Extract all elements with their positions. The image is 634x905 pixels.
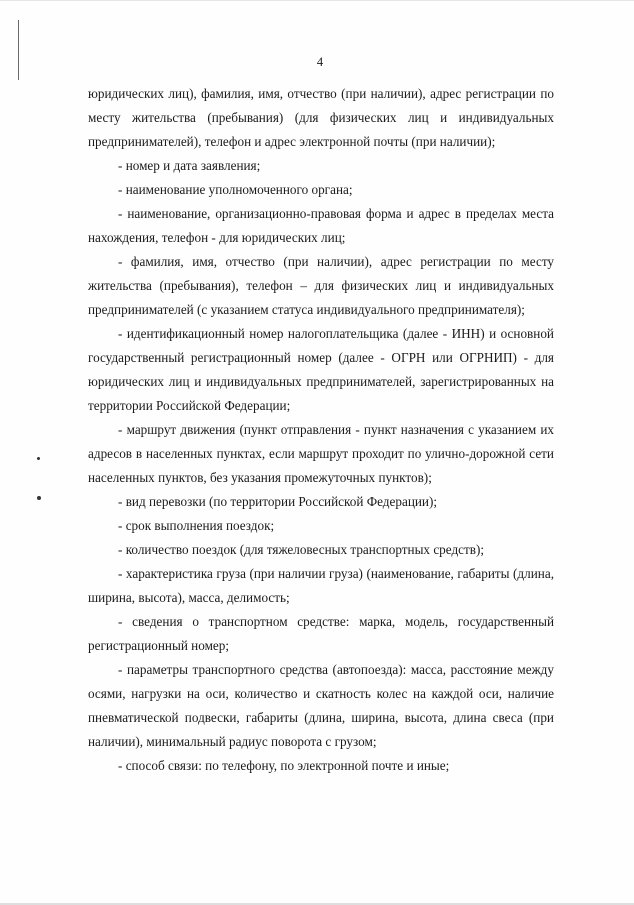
paragraph: - наименование уполномоченного органа; (118, 182, 353, 197)
paragraph: - идентификационный номер налогоплательщика (далее - ИНН) и основной государственный регистрационный номер (далее - ОГРН или ОГРНИП) - для юридических лиц и индивидуальных предпринимателей, зарегистрированных на территории Российской Федерации; (88, 326, 554, 413)
paragraph: - способ связи: по телефону, по электронной почте и иные; (118, 758, 450, 773)
paragraph: - параметры транспортного средства (автопоезда): масса, расстояние между осями, нагрузки на оси, количество и скатность колес на каждой оси, наличие пневматической подвески, габариты (длина, ширина, высота, длина свеса (при наличии), минимальный радиус поворота с грузом; (88, 662, 554, 749)
scan-speck (37, 496, 41, 500)
paragraph: юридических лиц), фамилия, имя, отчество (при наличии), адрес регистрации по месту жительства (пребывания) (для физических лиц и индивидуальных предпринимателей), телефон и адрес электронной почты (при наличии); (88, 86, 554, 149)
page-number: 4 (316, 55, 324, 69)
document-body (88, 82, 554, 778)
paragraph: - вид перевозки (по территории Российской Федерации); (118, 494, 438, 509)
scan-edge-left (18, 20, 19, 80)
paragraph: - фамилия, имя, отчество (при наличии), адрес регистрации по месту жительства (пребывания), телефон – для физических лиц и индивидуальных предпринимателей (с указанием статуса индивидуального предпринимателя); (88, 254, 554, 317)
paragraph: - наименование, организационно-правовая форма и адрес в пределах места нахождения, телефон - для юридических лиц; (88, 206, 554, 245)
paragraph: - номер и дата заявления; (118, 158, 261, 173)
scan-speck (37, 457, 40, 460)
scan-edge-top (0, 0, 634, 1)
paragraph: - количество поездок (для тяжеловесных транспортных средств); (118, 542, 485, 557)
paragraph: - маршрут движения (пункт отправления - пункт назначения с указанием их адресов в населенных пунктах, если маршрут проходит по улично-дорожной сети населенных пунктов, без указания промежуточных пунктов); (88, 422, 554, 485)
paragraph: - сведения о транспортном средстве: марка, модель, государственный регистрационный номер; (88, 614, 554, 653)
paragraph: - срок выполнения поездок; (118, 518, 275, 533)
paragraph: - характеристика груза (при наличии груза) (наименование, габариты (длина, ширина, высота), масса, делимость; (88, 566, 554, 605)
